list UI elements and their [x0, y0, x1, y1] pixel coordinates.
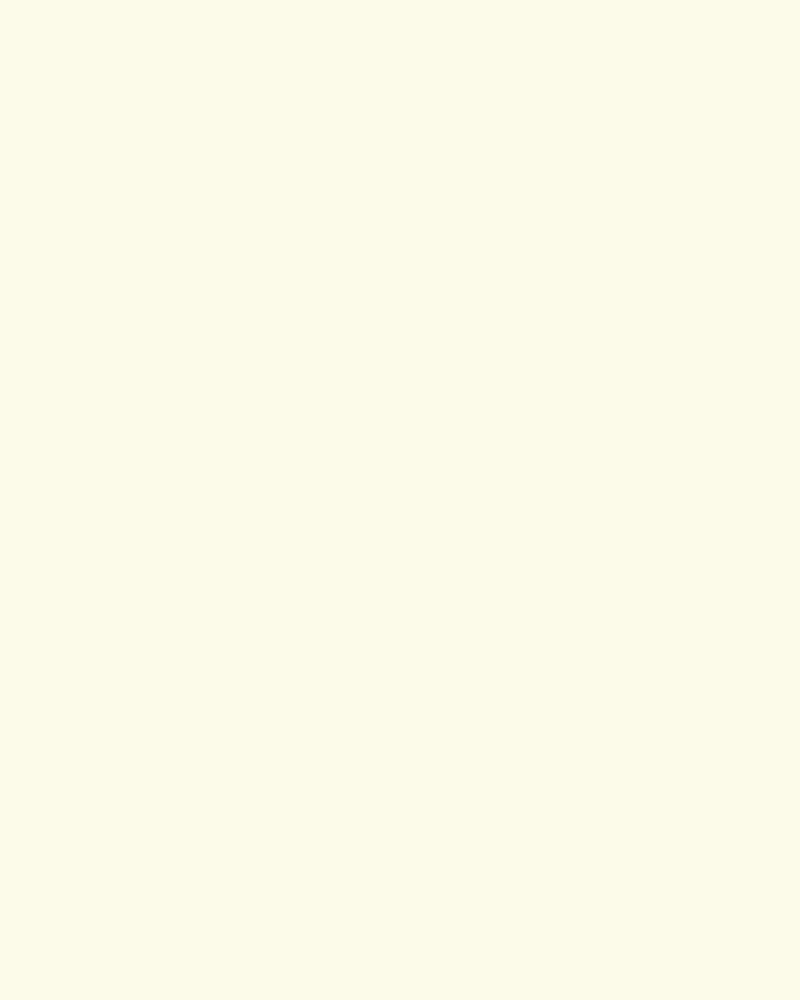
arrows-right-icon — [318, 902, 380, 924]
right-ornament-border — [730, 80, 770, 890]
page-footer — [0, 892, 800, 938]
left-ornament-border — [70, 80, 110, 890]
poem-text — [258, 87, 678, 110]
arrows-left-icon — [452, 902, 514, 924]
